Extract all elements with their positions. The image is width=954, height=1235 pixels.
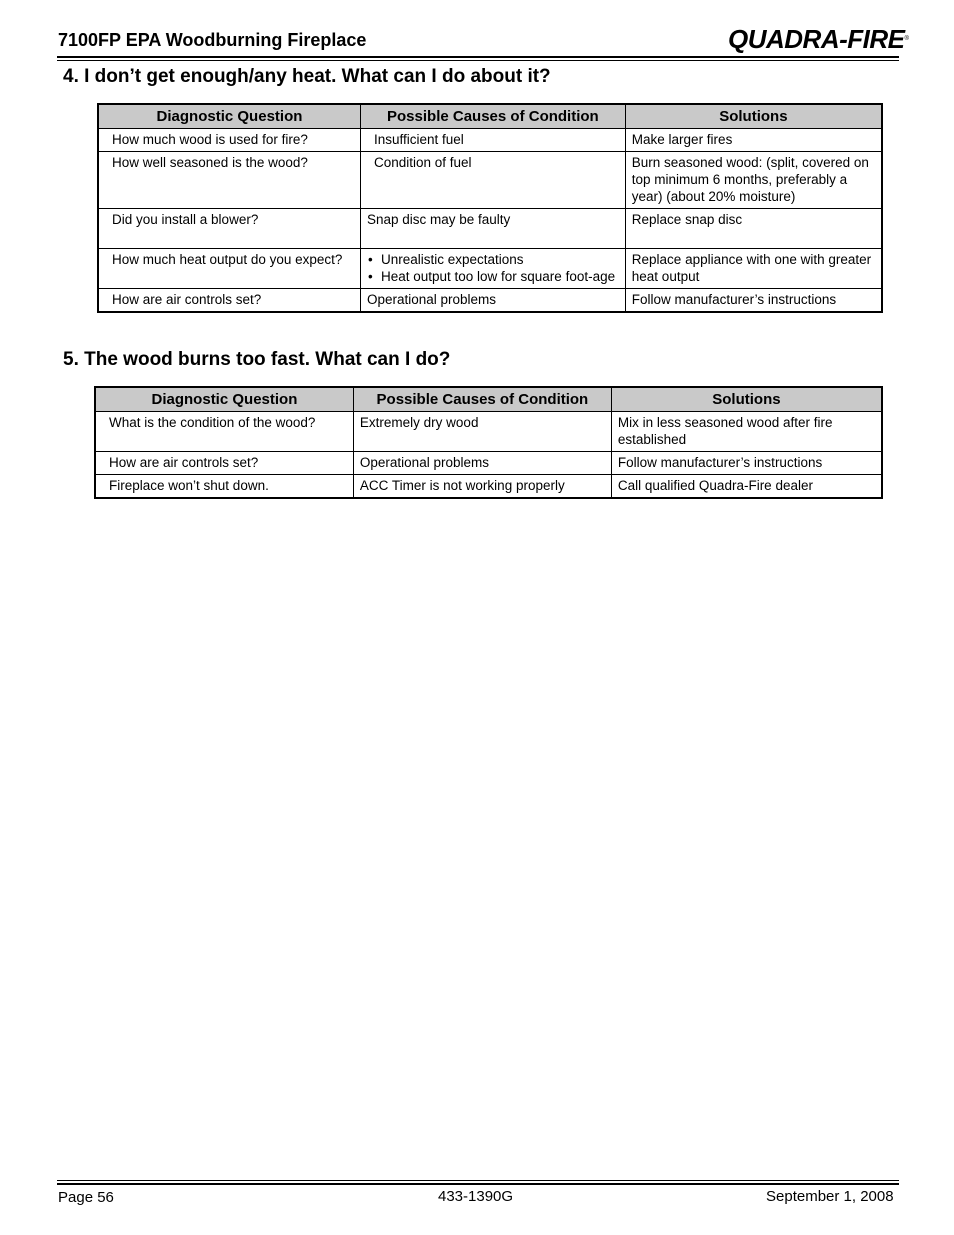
question-cell: How well seasoned is the wood? xyxy=(98,152,360,209)
table-row xyxy=(95,412,882,452)
registered-mark: ® xyxy=(904,36,909,42)
question-cell: What is the condition of the wood? xyxy=(95,412,353,452)
cause-cell: Operational problems xyxy=(353,452,611,475)
table-row xyxy=(95,452,882,475)
header-rule-thin xyxy=(57,60,899,61)
solution-cell: Mix in less seasoned wood after fire established xyxy=(611,412,882,452)
solution-cell: Call qualified Quadra-Fire dealer xyxy=(611,475,882,499)
table-header-row xyxy=(98,104,882,129)
question-cell: How much wood is used for fire? xyxy=(98,129,360,152)
question-cell: How are air controls set? xyxy=(98,289,360,313)
column-header-question: Diagnostic Question xyxy=(95,387,353,412)
solution-cell: Burn seasoned wood: (split, covered on top minimum 6 months, preferably a year) (about 20% moisture) xyxy=(625,152,882,209)
column-header-question: Diagnostic Question xyxy=(98,104,360,129)
cause-cell: Operational problems xyxy=(360,289,625,313)
solution-cell: Follow manufacturer’s instructions xyxy=(611,452,882,475)
table-header-row xyxy=(95,387,882,412)
cause-list-item: • Heat output too low for square foot-age xyxy=(381,268,621,285)
page-number: Page 56 xyxy=(58,1189,114,1206)
cause-cell xyxy=(360,249,625,289)
section-5-heading: 5. The wood burns too fast. What can I do? xyxy=(63,349,451,370)
column-header-causes: Possible Causes of Condition xyxy=(353,387,611,412)
question-cell: How much heat output do you expect? xyxy=(98,249,360,289)
footer-rule xyxy=(57,1183,899,1185)
table-row xyxy=(98,289,882,313)
table-row xyxy=(98,249,882,289)
column-header-solutions: Solutions xyxy=(611,387,882,412)
solution-cell: Replace snap disc xyxy=(625,209,882,249)
table-row xyxy=(98,209,882,249)
cause-cell: Condition of fuel xyxy=(360,152,625,209)
section-4-heading: 4. I don’t get enough/any heat. What can I do about it? xyxy=(63,66,551,87)
cause-list-item: • Unrealistic expectations xyxy=(381,251,621,268)
question-cell: Did you install a blower? xyxy=(98,209,360,249)
solution-cell: Make larger fires xyxy=(625,129,882,152)
cause-cell: ACC Timer is not working properly xyxy=(353,475,611,499)
table-row xyxy=(98,129,882,152)
question-cell: How are air controls set? xyxy=(95,452,353,475)
column-header-causes: Possible Causes of Condition xyxy=(360,104,625,129)
header-rule xyxy=(57,56,899,58)
table-row xyxy=(98,152,882,209)
solution-cell: Follow manufacturer’s instructions xyxy=(625,289,882,313)
cause-cell: Snap disc may be faulty xyxy=(360,209,625,249)
table-row xyxy=(95,475,882,499)
document-number: 433-1390G xyxy=(438,1188,514,1205)
footer-rule-thin xyxy=(57,1180,899,1181)
solution-cell: Replace appliance with one with greater heat output xyxy=(625,249,882,289)
cause-cell: Insufficient fuel xyxy=(360,129,625,152)
document-title: 7100FP EPA Woodburning Fireplace xyxy=(58,30,367,50)
column-header-solutions: Solutions xyxy=(625,104,882,129)
brand-logo: QUADRA-FIRE® xyxy=(728,24,909,54)
question-cell: Fireplace won’t shut down. xyxy=(95,475,353,499)
section-4-table xyxy=(97,103,883,313)
section-5-table xyxy=(94,386,883,499)
document-date: September 1, 2008 xyxy=(766,1188,894,1205)
cause-list xyxy=(367,251,621,285)
cause-cell: Extremely dry wood xyxy=(353,412,611,452)
